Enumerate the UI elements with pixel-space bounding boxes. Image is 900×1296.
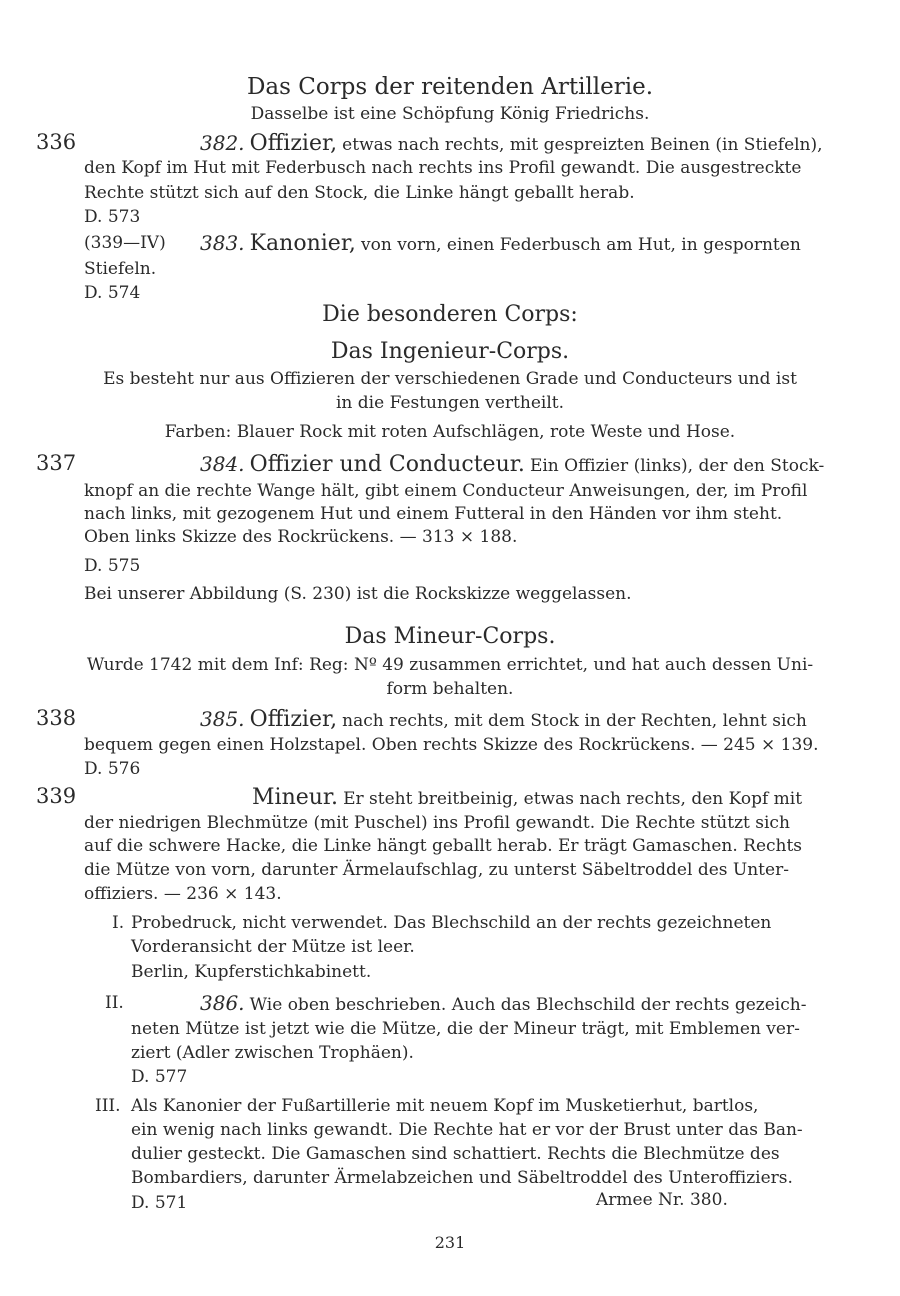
entry-number: 336 [36,130,77,154]
state-text: Wie oben beschrieben. Auch das Blechschild der rechts gezeich- [249,995,807,1015]
entry-text-line: den Kopf im Hut mit Federbusch nach rechts ins Profil gewandt. Die ausgestreckte [84,158,802,178]
entry-keyword: Mineur. [252,785,339,810]
state-first-line [200,991,806,1015]
entry-keyword: Kanonier, [249,231,356,256]
entry-text: Er steht breitbeinig, etwas nach rechts, den Kopf mit [343,789,803,809]
entry-number: 337 [36,451,77,475]
entry-number: 338 [36,706,77,730]
entry-number: 339 [36,784,77,808]
entry-text-line: Stiefeln. [84,259,157,279]
state-text-line: dulier gesteckt. Die Gamaschen sind schattiert. Rechts die Blechmütze des [131,1144,780,1164]
section-subtitle: Das Ingenieur-Corps. [330,339,570,364]
entry-text-line: auf die schwere Hacke, die Linke hängt geballt herab. Er trägt Gamaschen. Rechts [84,836,803,856]
entry-text-line: knopf an die rechte Wange hält, gibt einem Conducteur Anweisungen, der, im Profil [84,481,808,501]
entry-text-line: nach links, mit gezogenem Hut und einem Futteral in den Händen vor ihm steht. [84,504,783,524]
colors-note: Farben: Blauer Rock mit roten Aufschlägen, rote Weste und Hose. [164,422,736,442]
entry-text-line: Rechte stützt sich auf den Stock, die Linke hängt geballt herab. [84,183,635,203]
entry-reference: D. 575 [84,556,141,576]
entry-reference: D. 573 [84,207,141,227]
entry-text: von vorn, einen Federbusch am Hut, in gespornten [361,235,801,255]
state-text-line: Bombardiers, darunter Ärmelabzeichen und Säbeltroddel des Unteroffiziers. [131,1168,793,1188]
state-reference: D. 571 [131,1193,188,1213]
entry-text-line: der niedrigen Blechmütze (mit Puschel) ins Profil gewandt. Die Rechte stützt sich [84,813,790,833]
entry-first-line [200,452,824,477]
entry-text: etwas nach rechts, mit gespreizten Beinen (in Stiefeln), [342,135,823,155]
entry-keyword: Offizier, [249,707,338,732]
entry-text-line: die Mütze von vorn, darunter Ärmelaufschlag, zu unterst Säbeltroddel des Unter- [84,860,789,880]
section-text: in die Festungen vertheilt. [336,393,564,413]
state-text-line: ein wenig nach links gewandt. Die Rechte hat er vor der Brust unter das Ban- [131,1120,803,1140]
state-location: Berlin, Kupferstichkabinett. [131,962,372,982]
section-title: Das Mineur-Corps. [344,624,556,649]
section-subtitle: Dasselbe ist eine Schöpfung König Friedrichs. [250,104,650,124]
state-reference: D. 577 [131,1067,188,1087]
entry-first-line [252,785,802,810]
section-title: Die besonderen Corps: [322,302,578,327]
section-text: Wurde 1742 mit dem Inf: Reg: Nº 49 zusammen errichtet, und hat auch dessen Uni- [86,655,814,675]
figure-number: 383. [200,231,245,255]
entry-text-line: Oben links Skizze des Rockrückens. — 313 × 188. [84,527,518,547]
state-text-line: Als Kanonier der Fußartillerie mit neuem Kopf im Musketierhut, bartlos, [131,1096,759,1116]
entry-note: Bei unserer Abbildung (S. 230) ist die Rockskizze weggelassen. [84,584,632,604]
cross-reference: (339—IV) [84,233,166,253]
entry-keyword: Offizier, [249,131,338,156]
state-text-line: Probedruck, nicht verwendet. Das Blechschild an der rechts gezeichneten [131,913,772,933]
entry-keyword: Offizier und Conducteur. [249,452,525,477]
figure-number: 382. [200,131,245,155]
entry-first-line [200,707,807,732]
armee-reference: Armee Nr. 380. [596,1190,728,1210]
entry-text-line: bequem gegen einen Holzstapel. Oben rechts Skizze des Rockrückens. — 245 × 139. [84,735,819,755]
state-text-line: ziert (Adler zwischen Trophäen). [131,1043,414,1063]
figure-number: 386. [200,991,245,1015]
figure-number: 384. [200,452,245,476]
state-label: I. [112,913,125,933]
page-number: 231 [434,1233,466,1252]
section-text: form behalten. [386,679,514,699]
section-text: Es besteht nur aus Offizieren der verschiedenen Grade und Conducteurs und ist [103,369,797,389]
entry-reference: D. 574 [84,283,141,303]
state-label: III. [95,1096,121,1116]
entry-first-line [200,131,823,156]
state-text-line: neten Mütze ist jetzt wie die Mütze, die der Mineur trägt, mit Emblemen ver- [131,1019,800,1039]
entry-first-line [200,231,801,256]
entry-text: nach rechts, mit dem Stock in der Rechten, lehnt sich [342,711,807,731]
state-label: II. [105,993,124,1013]
entry-text: Ein Offizier (links), der den Stock- [529,456,825,476]
section-title: Das Corps der reitenden Artillerie. [246,74,654,100]
state-text-line: Vorderansicht der Mütze ist leer. [131,937,415,957]
entry-reference: D. 576 [84,759,141,779]
entry-text-line: offiziers. — 236 × 143. [84,884,282,904]
figure-number: 385. [200,707,245,731]
